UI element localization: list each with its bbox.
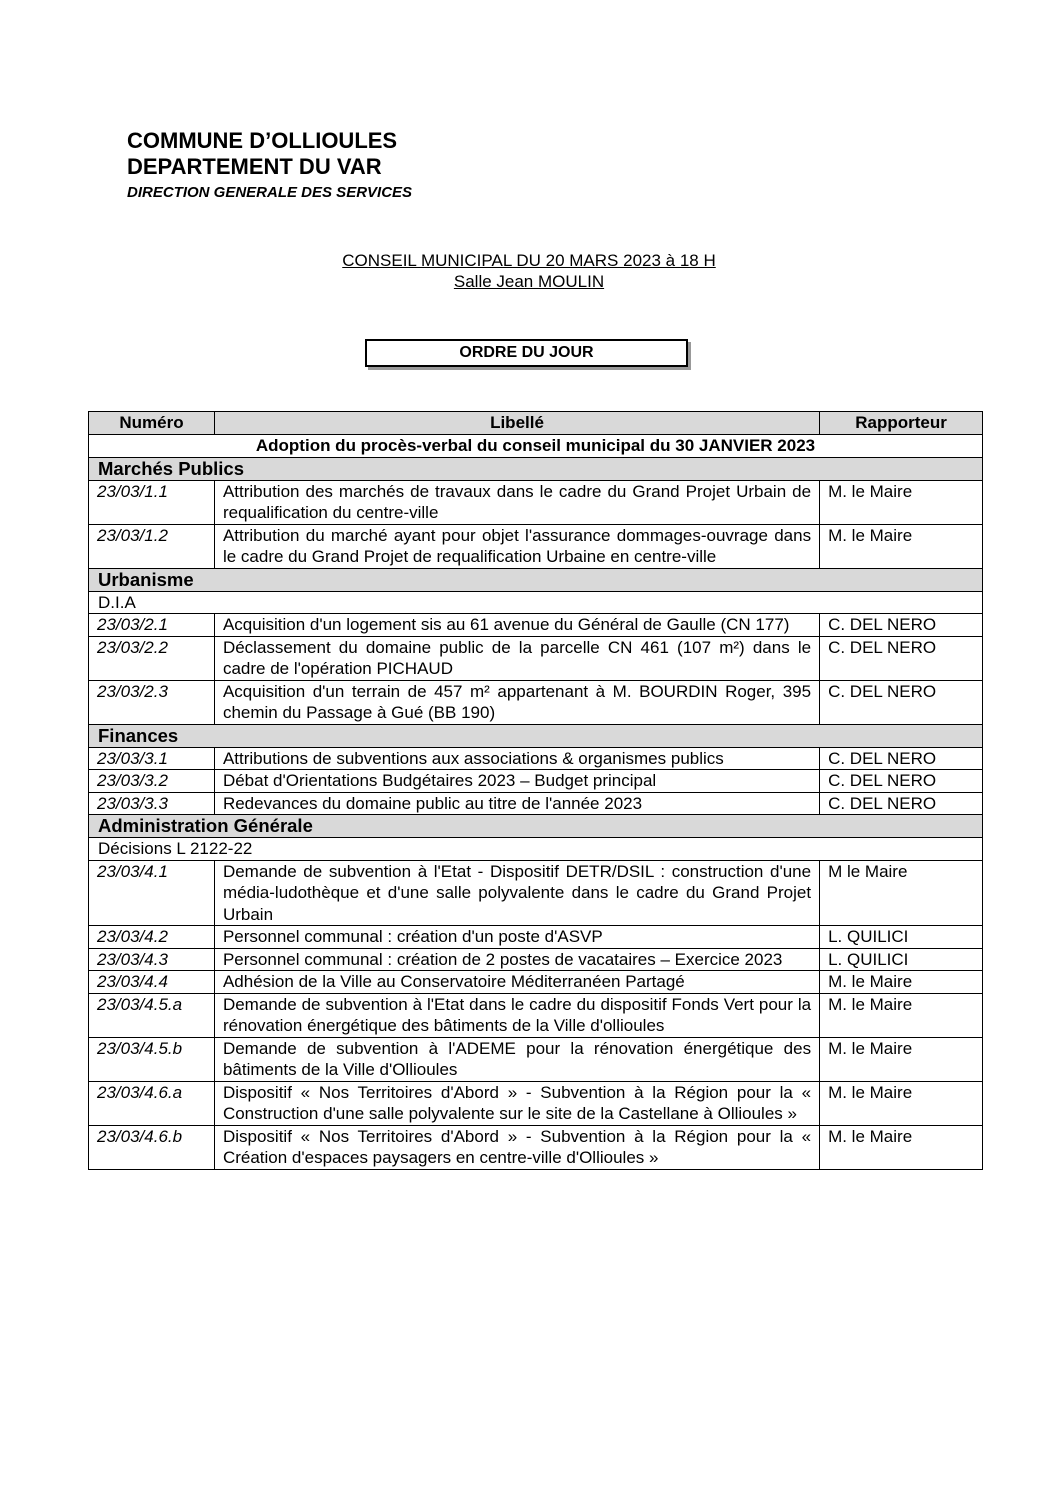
- row-rapporteur: C. DEL NERO: [820, 636, 983, 680]
- direction-title: DIRECTION GENERALE DES SERVICES: [127, 184, 413, 201]
- row-rapporteur: M. le Maire: [820, 1081, 983, 1125]
- row-label: Déclassement du domaine public de la parcelle CN 461 (107 m²) dans le cadre de l'opération PICHAUD: [214, 636, 819, 680]
- table-row: [89, 926, 983, 949]
- table-row: [89, 680, 983, 724]
- row-number: 23/03/4.3: [89, 948, 215, 971]
- row-rapporteur: C. DEL NERO: [820, 747, 983, 770]
- row-number: 23/03/3.1: [89, 747, 215, 770]
- section-finances: Finances: [89, 724, 983, 747]
- row-rapporteur: M. le Maire: [820, 1037, 983, 1081]
- header-libelle: Libellé: [214, 412, 819, 435]
- header-rapporteur: Rapporteur: [820, 412, 983, 435]
- row-label: Demande de subvention à l'ADEME pour la rénovation énergétique des bâtiments de la Ville d'Ollioules: [214, 1037, 819, 1081]
- row-number: 23/03/2.1: [89, 614, 215, 637]
- meeting-title: CONSEIL MUNICIPAL DU 20 MARS 2023 à 18 H: [342, 251, 716, 270]
- row-label: Personnel communal : création de 2 postes de vacataires – Exercice 2023: [214, 948, 819, 971]
- table-row: [89, 524, 983, 568]
- row-label: Redevances du domaine public au titre de l'année 2023: [214, 792, 819, 815]
- row-label: Demande de subvention à l'Etat - Dispositif DETR/DSIL : construction d'une média-ludothèque et d'une salle polyvalente dans le cadre du Grand Projet Urbain: [214, 860, 819, 926]
- row-number: 23/03/1.2: [89, 524, 215, 568]
- row-rapporteur: C. DEL NERO: [820, 792, 983, 815]
- section-row: [89, 724, 983, 747]
- row-rapporteur: M. le Maire: [820, 480, 983, 524]
- row-number: 23/03/4.6.b: [89, 1125, 215, 1169]
- table-row: [89, 480, 983, 524]
- meeting-venue: Salle Jean MOULIN: [453, 272, 605, 291]
- row-label: Attribution du marché ayant pour objet l'assurance dommages-ouvrage dans le cadre du Grand Projet de requalification Urbaine en centre-ville: [214, 524, 819, 568]
- row-rapporteur: L. QUILICI: [820, 926, 983, 949]
- row-rapporteur: M le Maire: [820, 860, 983, 926]
- row-rapporteur: M. le Maire: [820, 1125, 983, 1169]
- table-row: [89, 971, 983, 994]
- table-row: [89, 792, 983, 815]
- section-row: [89, 568, 983, 591]
- row-rapporteur: C. DEL NERO: [820, 680, 983, 724]
- section-row: [89, 815, 983, 838]
- document-header: [127, 128, 412, 202]
- row-label: Dispositif « Nos Territoires d'Abord » - Subvention à la Région pour la « Construction d'une salle polyvalente sur le site de la Castellane à Ollioules »: [214, 1081, 819, 1125]
- row-number: 23/03/4.5.b: [89, 1037, 215, 1081]
- row-number: 23/03/4.6.a: [89, 1081, 215, 1125]
- row-number: 23/03/4.5.a: [89, 993, 215, 1037]
- subsection-decisions: Décisions L 2122-22: [89, 838, 983, 861]
- table-row: [89, 1081, 983, 1125]
- row-number: 23/03/4.2: [89, 926, 215, 949]
- table-row: [89, 948, 983, 971]
- header-numero: Numéro: [89, 412, 215, 435]
- row-number: 23/03/2.2: [89, 636, 215, 680]
- row-label: Acquisition d'un terrain de 457 m² appartenant à M. BOURDIN Roger, 395 chemin du Passage à Gué (BB 190): [214, 680, 819, 724]
- departement-title: DEPARTEMENT DU VAR: [127, 154, 382, 179]
- subsection-row: [89, 591, 983, 614]
- table-row: [89, 860, 983, 926]
- commune-title: COMMUNE D’OLLIOULES: [127, 128, 398, 153]
- row-number: 23/03/4.1: [89, 860, 215, 926]
- table-row: [89, 1037, 983, 1081]
- adoption-text: Adoption du procès-verbal du conseil municipal du 30 JANVIER 2023: [89, 435, 983, 458]
- row-label: Adhésion de la Ville au Conservatoire Méditerranéen Partagé: [214, 971, 819, 994]
- meeting-heading: [0, 250, 1058, 292]
- ordre-du-jour-box: ORDRE DU JOUR: [365, 339, 688, 367]
- row-number: 23/03/4.4: [89, 971, 215, 994]
- row-rapporteur: C. DEL NERO: [820, 614, 983, 637]
- row-number: 23/03/1.1: [89, 480, 215, 524]
- table-header-row: [89, 412, 983, 435]
- subsection-row: [89, 838, 983, 861]
- table-row: [89, 747, 983, 770]
- table-row: [89, 636, 983, 680]
- adoption-row: [89, 435, 983, 458]
- agenda-table: [88, 411, 983, 1170]
- table-row: [89, 770, 983, 793]
- row-rapporteur: M. le Maire: [820, 993, 983, 1037]
- subsection-dia: D.I.A: [89, 591, 983, 614]
- row-rapporteur: M. le Maire: [820, 971, 983, 994]
- row-label: Acquisition d'un logement sis au 61 avenue du Général de Gaulle (CN 177): [214, 614, 819, 637]
- row-rapporteur: L. QUILICI: [820, 948, 983, 971]
- row-label: Dispositif « Nos Territoires d'Abord » - Subvention à la Région pour la « Création d'espaces paysagers en centre-ville d'Ollioules »: [214, 1125, 819, 1169]
- section-administration-generale: Administration Générale: [89, 815, 983, 838]
- row-number: 23/03/3.3: [89, 792, 215, 815]
- row-label: Demande de subvention à l'Etat dans le cadre du dispositif Fonds Vert pour la rénovation énergétique des bâtiments de la Ville d'ollioules: [214, 993, 819, 1037]
- row-label: Personnel communal : création d'un poste d'ASVP: [214, 926, 819, 949]
- section-urbanisme: Urbanisme: [89, 568, 983, 591]
- table-row: [89, 614, 983, 637]
- row-number: 23/03/2.3: [89, 680, 215, 724]
- section-marches-publics: Marchés Publics: [89, 457, 983, 480]
- row-label: Débat d'Orientations Budgétaires 2023 – Budget principal: [214, 770, 819, 793]
- row-rapporteur: C. DEL NERO: [820, 770, 983, 793]
- table-row: [89, 993, 983, 1037]
- row-number: 23/03/3.2: [89, 770, 215, 793]
- section-row: [89, 457, 983, 480]
- row-label: Attributions de subventions aux associations & organismes publics: [214, 747, 819, 770]
- row-label: Attribution des marchés de travaux dans le cadre du Grand Projet Urbain de requalification du centre-ville: [214, 480, 819, 524]
- table-row: [89, 1125, 983, 1169]
- row-rapporteur: M. le Maire: [820, 524, 983, 568]
